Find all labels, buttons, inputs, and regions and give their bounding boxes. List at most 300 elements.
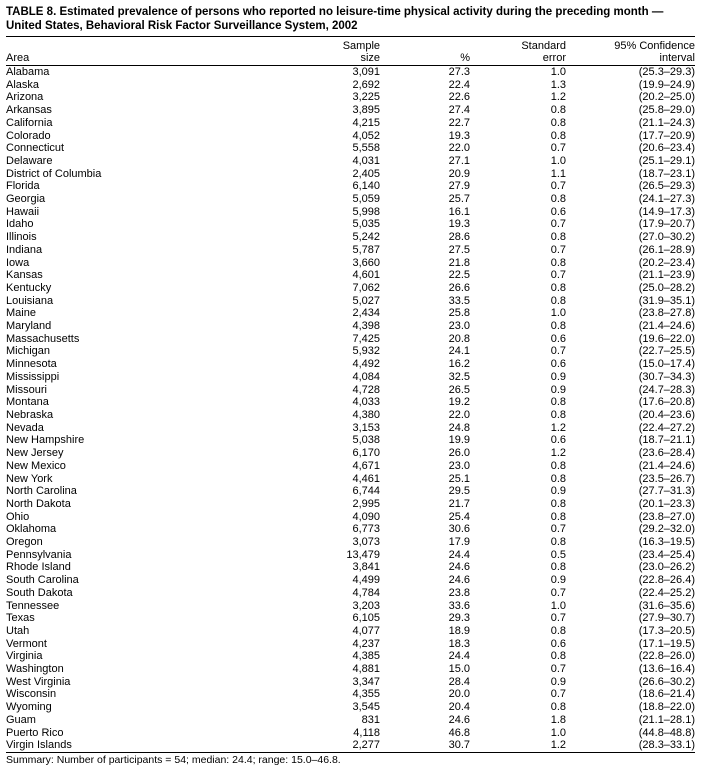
cell-confidence-interval: (20.6–23.4)	[638, 142, 695, 155]
cell-confidence-interval: (24.7–28.3)	[638, 383, 695, 396]
cell-area: Maryland	[6, 320, 52, 333]
cell-percent: 33.5	[448, 294, 470, 307]
cell-confidence-interval: (18.6–21.4)	[638, 688, 695, 701]
cell-sample-size: 7,062	[352, 281, 380, 294]
table-row	[6, 714, 695, 727]
table-row	[6, 231, 695, 244]
cell-area: Florida	[6, 180, 40, 193]
cell-area: North Dakota	[6, 497, 71, 510]
cell-standard-error: 0.8	[550, 701, 566, 714]
cell-standard-error: 1.0	[550, 307, 566, 320]
table-row	[6, 117, 695, 130]
cell-sample-size: 2,995	[352, 497, 380, 510]
cell-confidence-interval: (27.7–31.3)	[638, 485, 695, 498]
cell-sample-size: 3,545	[352, 701, 380, 714]
column-header-area-label: Area	[6, 52, 30, 64]
cell-confidence-interval: (20.4–23.6)	[638, 408, 695, 421]
cell-sample-size: 3,841	[352, 561, 380, 574]
cell-sample-size: 3,091	[352, 66, 380, 78]
cell-percent: 32.5	[448, 370, 470, 383]
table-row	[6, 307, 695, 320]
cell-sample-size: 5,558	[352, 142, 380, 155]
cell-sample-size: 5,787	[352, 243, 380, 256]
table-row	[6, 396, 695, 409]
cell-confidence-interval: (22.8–26.4)	[638, 574, 695, 587]
table-row	[6, 257, 695, 270]
cell-area: Massachusetts	[6, 332, 80, 345]
cell-percent: 25.1	[448, 472, 470, 485]
cell-confidence-interval: (29.2–32.0)	[638, 523, 695, 536]
cell-confidence-interval: (25.0–28.2)	[638, 281, 695, 294]
table-row	[6, 295, 695, 308]
cell-sample-size: 3,203	[352, 599, 380, 612]
cell-sample-size: 4,385	[352, 650, 380, 663]
cell-sample-size: 4,461	[352, 472, 380, 485]
table-row	[6, 104, 695, 117]
cell-area: New York	[6, 472, 53, 485]
cell-confidence-interval: (21.4–24.6)	[638, 459, 695, 472]
cell-area: New Hampshire	[6, 434, 85, 447]
cell-sample-size: 4,671	[352, 459, 380, 472]
table-row	[6, 180, 695, 193]
cell-percent: 22.6	[448, 91, 470, 104]
cell-sample-size: 4,380	[352, 408, 380, 421]
cell-percent: 24.8	[448, 421, 470, 434]
cell-percent: 29.5	[448, 485, 470, 498]
cell-sample-size: 13,479	[346, 548, 380, 561]
cell-standard-error: 0.8	[550, 256, 566, 269]
cell-confidence-interval: (17.6–20.8)	[638, 396, 695, 409]
prevalence-table	[6, 37, 695, 752]
cell-confidence-interval: (23.4–25.4)	[638, 548, 695, 561]
table-body	[6, 66, 695, 752]
cell-area: New Mexico	[6, 459, 66, 472]
cell-confidence-interval: (22.8–26.0)	[638, 650, 695, 663]
cell-area: Virgin Islands	[6, 739, 72, 752]
cell-standard-error: 0.8	[550, 510, 566, 523]
cell-confidence-interval: (20.2–25.0)	[638, 91, 695, 104]
cell-sample-size: 5,242	[352, 231, 380, 244]
cell-standard-error: 0.8	[550, 320, 566, 333]
cell-standard-error: 0.6	[550, 434, 566, 447]
cell-percent: 23.8	[448, 586, 470, 599]
cell-standard-error: 0.9	[550, 675, 566, 688]
table-row	[6, 79, 695, 92]
cell-percent: 22.5	[448, 269, 470, 282]
cell-confidence-interval: (20.2–23.4)	[638, 256, 695, 269]
cell-standard-error: 0.8	[550, 408, 566, 421]
cell-sample-size: 4,601	[352, 269, 380, 282]
cell-standard-error: 0.7	[550, 586, 566, 599]
cell-area: South Dakota	[6, 586, 73, 599]
cell-confidence-interval: (23.0–26.2)	[638, 561, 695, 574]
cell-confidence-interval: (16.3–19.5)	[638, 536, 695, 549]
cell-percent: 27.4	[448, 104, 470, 117]
cell-confidence-interval: (17.7–20.9)	[638, 129, 695, 142]
cell-sample-size: 6,773	[352, 523, 380, 536]
cell-area: Puerto Rico	[6, 726, 64, 739]
cell-confidence-interval: (21.1–23.9)	[638, 269, 695, 282]
cell-area: Louisiana	[6, 294, 54, 307]
cell-sample-size: 2,692	[352, 78, 380, 91]
cell-percent: 29.3	[448, 612, 470, 625]
cell-percent: 27.3	[448, 66, 470, 78]
cell-confidence-interval: (17.3–20.5)	[638, 624, 695, 637]
cell-confidence-interval: (21.4–24.6)	[638, 320, 695, 333]
cell-standard-error: 1.0	[550, 66, 566, 78]
column-header-confidence-interval: 95% Confidence interval	[566, 37, 695, 66]
cell-sample-size: 2,434	[352, 307, 380, 320]
cell-sample-size: 5,035	[352, 218, 380, 231]
table-row	[6, 600, 695, 613]
table-row	[6, 371, 695, 384]
cell-area: Minnesota	[6, 358, 57, 371]
cell-percent: 24.4	[448, 650, 470, 663]
cell-percent: 25.8	[448, 307, 470, 320]
cell-percent: 22.0	[448, 408, 470, 421]
cell-area: Mississippi	[6, 370, 60, 383]
cell-sample-size: 3,153	[352, 421, 380, 434]
cell-standard-error: 0.6	[550, 358, 566, 371]
column-header-sample-size: Sample size	[322, 37, 380, 66]
table-row	[6, 574, 695, 587]
table-row	[6, 130, 695, 143]
cell-area: Texas	[6, 612, 35, 625]
cell-standard-error: 0.6	[550, 637, 566, 650]
cell-area: Nebraska	[6, 408, 54, 421]
table-row	[6, 384, 695, 397]
cell-standard-error: 0.8	[550, 281, 566, 294]
table-row	[6, 523, 695, 536]
cell-percent: 24.6	[448, 574, 470, 587]
cell-area: Hawaii	[6, 205, 40, 218]
cell-percent: 17.9	[448, 536, 470, 549]
cell-sample-size: 6,744	[352, 485, 380, 498]
table-row	[6, 168, 695, 181]
cell-area: Wyoming	[6, 701, 52, 714]
cell-area: South Carolina	[6, 574, 79, 587]
table-row	[6, 676, 695, 689]
cell-standard-error: 0.8	[550, 129, 566, 142]
table-row	[6, 701, 695, 714]
cell-percent: 30.7	[448, 739, 470, 752]
cell-confidence-interval: (26.1–28.9)	[638, 243, 695, 256]
table-row	[6, 91, 695, 104]
table-row	[6, 269, 695, 282]
cell-confidence-interval: (21.1–28.1)	[638, 713, 695, 726]
cell-sample-size: 4,052	[352, 129, 380, 142]
cell-sample-size: 4,237	[352, 637, 380, 650]
cell-percent: 28.6	[448, 231, 470, 244]
cell-area: Rhode Island	[6, 561, 71, 574]
cell-confidence-interval: (31.9–35.1)	[638, 294, 695, 307]
cell-standard-error: 0.8	[550, 561, 566, 574]
cell-confidence-interval: (18.7–23.1)	[638, 167, 695, 180]
cell-area: Alabama	[6, 66, 50, 78]
cell-percent: 15.0	[448, 663, 470, 676]
summary-note: Summary: Number of participants = 54; median: 24.4; range: 15.0–46.8.	[6, 752, 695, 768]
cell-percent: 19.3	[448, 218, 470, 231]
cell-area: Pennsylvania	[6, 548, 72, 561]
cell-standard-error: 0.7	[550, 269, 566, 282]
cell-area: Virginia	[6, 650, 43, 663]
cell-confidence-interval: (13.6–16.4)	[638, 663, 695, 676]
cell-sample-size: 3,073	[352, 536, 380, 549]
table-header	[6, 37, 695, 66]
table-row	[6, 434, 695, 447]
cell-sample-size: 5,038	[352, 434, 380, 447]
cell-confidence-interval: (21.1–24.3)	[638, 116, 695, 129]
cell-confidence-interval: (23.8–27.8)	[638, 307, 695, 320]
cell-standard-error: 0.7	[550, 663, 566, 676]
table-row	[6, 206, 695, 219]
table-row	[6, 587, 695, 600]
cell-sample-size: 6,140	[352, 180, 380, 193]
cell-standard-error: 1.0	[550, 154, 566, 167]
cell-sample-size: 3,660	[352, 256, 380, 269]
cell-percent: 20.9	[448, 167, 470, 180]
cell-standard-error: 0.9	[550, 383, 566, 396]
cell-sample-size: 4,033	[352, 396, 380, 409]
cell-sample-size: 3,347	[352, 675, 380, 688]
cell-confidence-interval: (20.1–23.3)	[638, 497, 695, 510]
cell-area: Utah	[6, 624, 30, 637]
table-row	[6, 333, 695, 346]
cell-area: Missouri	[6, 383, 47, 396]
cell-confidence-interval: (18.7–21.1)	[638, 434, 695, 447]
cell-percent: 24.4	[448, 548, 470, 561]
cell-confidence-interval: (27.0–30.2)	[638, 231, 695, 244]
table-row	[6, 536, 695, 549]
cell-area: Guam	[6, 713, 36, 726]
table-row	[6, 409, 695, 422]
cell-area: Nevada	[6, 421, 44, 434]
cell-standard-error: 0.8	[550, 497, 566, 510]
table-row	[6, 498, 695, 511]
cell-standard-error: 0.7	[550, 523, 566, 536]
cell-confidence-interval: (22.4–27.2)	[638, 421, 695, 434]
cell-standard-error: 0.7	[550, 612, 566, 625]
cell-percent: 46.8	[448, 726, 470, 739]
cell-confidence-interval: (23.8–27.0)	[638, 510, 695, 523]
cell-area: Vermont	[6, 637, 47, 650]
cell-area: Maine	[6, 307, 36, 320]
table-row	[6, 549, 695, 562]
cell-area: Wisconsin	[6, 688, 57, 701]
cell-percent: 23.0	[448, 320, 470, 333]
cell-standard-error: 0.9	[550, 574, 566, 587]
cell-percent: 21.7	[448, 497, 470, 510]
table-row	[6, 739, 695, 752]
cell-standard-error: 0.8	[550, 396, 566, 409]
column-header-area	[6, 37, 322, 66]
cell-standard-error: 1.2	[550, 447, 566, 460]
cell-area: Illinois	[6, 231, 37, 244]
cell-standard-error: 0.6	[550, 205, 566, 218]
cell-standard-error: 0.8	[550, 472, 566, 485]
cell-standard-error: 0.7	[550, 142, 566, 155]
table-row	[6, 688, 695, 701]
cell-standard-error: 0.8	[550, 116, 566, 129]
cell-area: Kansas	[6, 269, 43, 282]
cell-percent: 24.1	[448, 345, 470, 358]
cell-percent: 18.9	[448, 624, 470, 637]
cell-standard-error: 0.8	[550, 650, 566, 663]
page-title: TABLE 8. Estimated prevalence of persons who reported no leisure-time physical activity during the preceding month — United States, Behavioral Risk Factor Surveillance System, 2002	[6, 6, 695, 37]
cell-confidence-interval: (22.4–25.2)	[638, 586, 695, 599]
table-row	[6, 663, 695, 676]
cell-percent: 22.0	[448, 142, 470, 155]
cell-area: Delaware	[6, 154, 53, 167]
cell-confidence-interval: (44.8–48.8)	[638, 726, 695, 739]
cell-standard-error: 1.0	[550, 726, 566, 739]
cell-sample-size: 4,881	[352, 663, 380, 676]
cell-percent: 27.5	[448, 243, 470, 256]
cell-confidence-interval: (26.5–29.3)	[638, 180, 695, 193]
table-row	[6, 460, 695, 473]
cell-sample-size: 5,998	[352, 205, 380, 218]
cell-standard-error: 0.8	[550, 231, 566, 244]
table-row	[6, 66, 695, 79]
table-row	[6, 612, 695, 625]
table-row	[6, 727, 695, 740]
cell-area: Idaho	[6, 218, 34, 231]
cell-confidence-interval: (25.8–29.0)	[638, 104, 695, 117]
table-row	[6, 650, 695, 663]
table-row	[6, 561, 695, 574]
cell-area: Arizona	[6, 91, 44, 104]
cell-standard-error: 0.8	[550, 193, 566, 206]
cell-area: California	[6, 116, 53, 129]
cell-confidence-interval: (25.1–29.1)	[638, 154, 695, 167]
cell-area: Michigan	[6, 345, 51, 358]
table-row	[6, 218, 695, 231]
table-row	[6, 244, 695, 257]
cell-standard-error: 0.7	[550, 218, 566, 231]
cell-sample-size: 7,425	[352, 332, 380, 345]
cell-sample-size: 4,077	[352, 624, 380, 637]
table-row	[6, 638, 695, 651]
cell-percent: 19.9	[448, 434, 470, 447]
cell-area: Georgia	[6, 193, 46, 206]
cell-sample-size: 4,118	[353, 726, 380, 739]
cell-area: North Carolina	[6, 485, 77, 498]
table-row	[6, 625, 695, 638]
cell-area: Washington	[6, 663, 64, 676]
cell-sample-size: 4,355	[352, 688, 380, 701]
cell-area: Alaska	[6, 78, 40, 91]
cell-sample-size: 4,499	[352, 574, 380, 587]
cell-standard-error: 0.5	[550, 548, 566, 561]
cell-confidence-interval: (30.7–34.3)	[638, 370, 695, 383]
cell-confidence-interval: (19.6–22.0)	[638, 332, 695, 345]
column-header-standard-error: Standard error	[470, 37, 566, 66]
cell-percent: 23.0	[448, 459, 470, 472]
table-row	[6, 473, 695, 486]
cell-percent: 27.9	[448, 180, 470, 193]
cell-confidence-interval: (15.0–17.4)	[638, 358, 695, 371]
cell-percent: 27.1	[448, 154, 470, 167]
cell-percent: 24.6	[448, 561, 470, 574]
table-row	[6, 447, 695, 460]
cell-standard-error: 1.1	[550, 167, 566, 180]
cell-sample-size: 6,170	[352, 447, 380, 460]
cell-percent: 25.4	[448, 510, 470, 523]
cell-confidence-interval: (19.9–24.9)	[638, 78, 695, 91]
cell-sample-size: 4,728	[352, 383, 380, 396]
cell-standard-error: 0.9	[550, 370, 566, 383]
cell-area: Oregon	[6, 536, 43, 549]
cell-confidence-interval: (24.1–27.3)	[638, 193, 695, 206]
cell-confidence-interval: (28.3–33.1)	[638, 739, 695, 752]
cell-confidence-interval: (26.6–30.2)	[638, 675, 695, 688]
cell-area: Indiana	[6, 243, 43, 256]
cell-standard-error: 0.8	[550, 536, 566, 549]
cell-percent: 25.7	[448, 193, 470, 206]
cell-sample-size: 2,277	[352, 739, 380, 752]
cell-area: Ohio	[6, 510, 30, 523]
cell-area: West Virginia	[6, 675, 71, 688]
cell-standard-error: 1.2	[550, 421, 566, 434]
cell-sample-size: 4,492	[352, 358, 380, 371]
cell-confidence-interval: (23.5–26.7)	[638, 472, 695, 485]
cell-sample-size: 4,031	[352, 154, 380, 167]
table-row	[6, 345, 695, 358]
table-row	[6, 485, 695, 498]
cell-percent: 22.7	[448, 116, 470, 129]
cell-sample-size: 2,405	[352, 167, 380, 180]
cell-percent: 20.4	[448, 701, 470, 714]
cell-standard-error: 1.0	[550, 599, 566, 612]
table-row	[6, 511, 695, 524]
cell-area: Oklahoma	[6, 523, 57, 536]
cell-percent: 21.8	[448, 256, 470, 269]
cell-percent: 33.6	[448, 599, 470, 612]
cell-standard-error: 0.7	[550, 345, 566, 358]
cell-percent: 20.8	[448, 332, 470, 345]
cell-standard-error: 1.3	[550, 78, 566, 91]
cell-percent: 16.2	[448, 358, 470, 371]
cell-sample-size: 4,084	[352, 370, 380, 383]
cell-area: Kentucky	[6, 281, 52, 294]
cell-confidence-interval: (17.9–20.7)	[638, 218, 695, 231]
cell-percent: 20.0	[448, 688, 470, 701]
cell-area: Tennessee	[6, 599, 60, 612]
cell-percent: 26.5	[448, 383, 470, 396]
cell-area: Montana	[6, 396, 49, 409]
cell-confidence-interval: (31.6–35.6)	[638, 599, 695, 612]
cell-standard-error: 0.6	[550, 332, 566, 345]
table-row	[6, 155, 695, 168]
cell-sample-size: 4,090	[352, 510, 380, 523]
cell-confidence-interval: (27.9–30.7)	[638, 612, 695, 625]
cell-area: Iowa	[6, 256, 30, 269]
cell-percent: 28.4	[448, 675, 470, 688]
cell-standard-error: 0.7	[550, 243, 566, 256]
table-row	[6, 142, 695, 155]
cell-area: Colorado	[6, 129, 51, 142]
cell-percent: 24.6	[448, 713, 470, 726]
cell-confidence-interval: (22.7–25.5)	[638, 345, 695, 358]
cell-standard-error: 0.8	[550, 459, 566, 472]
cell-standard-error: 0.7	[550, 180, 566, 193]
cell-sample-size: 6,105	[352, 612, 380, 625]
cell-standard-error: 0.8	[550, 294, 566, 307]
table-row	[6, 422, 695, 435]
cell-confidence-interval: (18.8–22.0)	[638, 701, 695, 714]
table-row	[6, 358, 695, 371]
cell-sample-size: 4,784	[352, 586, 380, 599]
